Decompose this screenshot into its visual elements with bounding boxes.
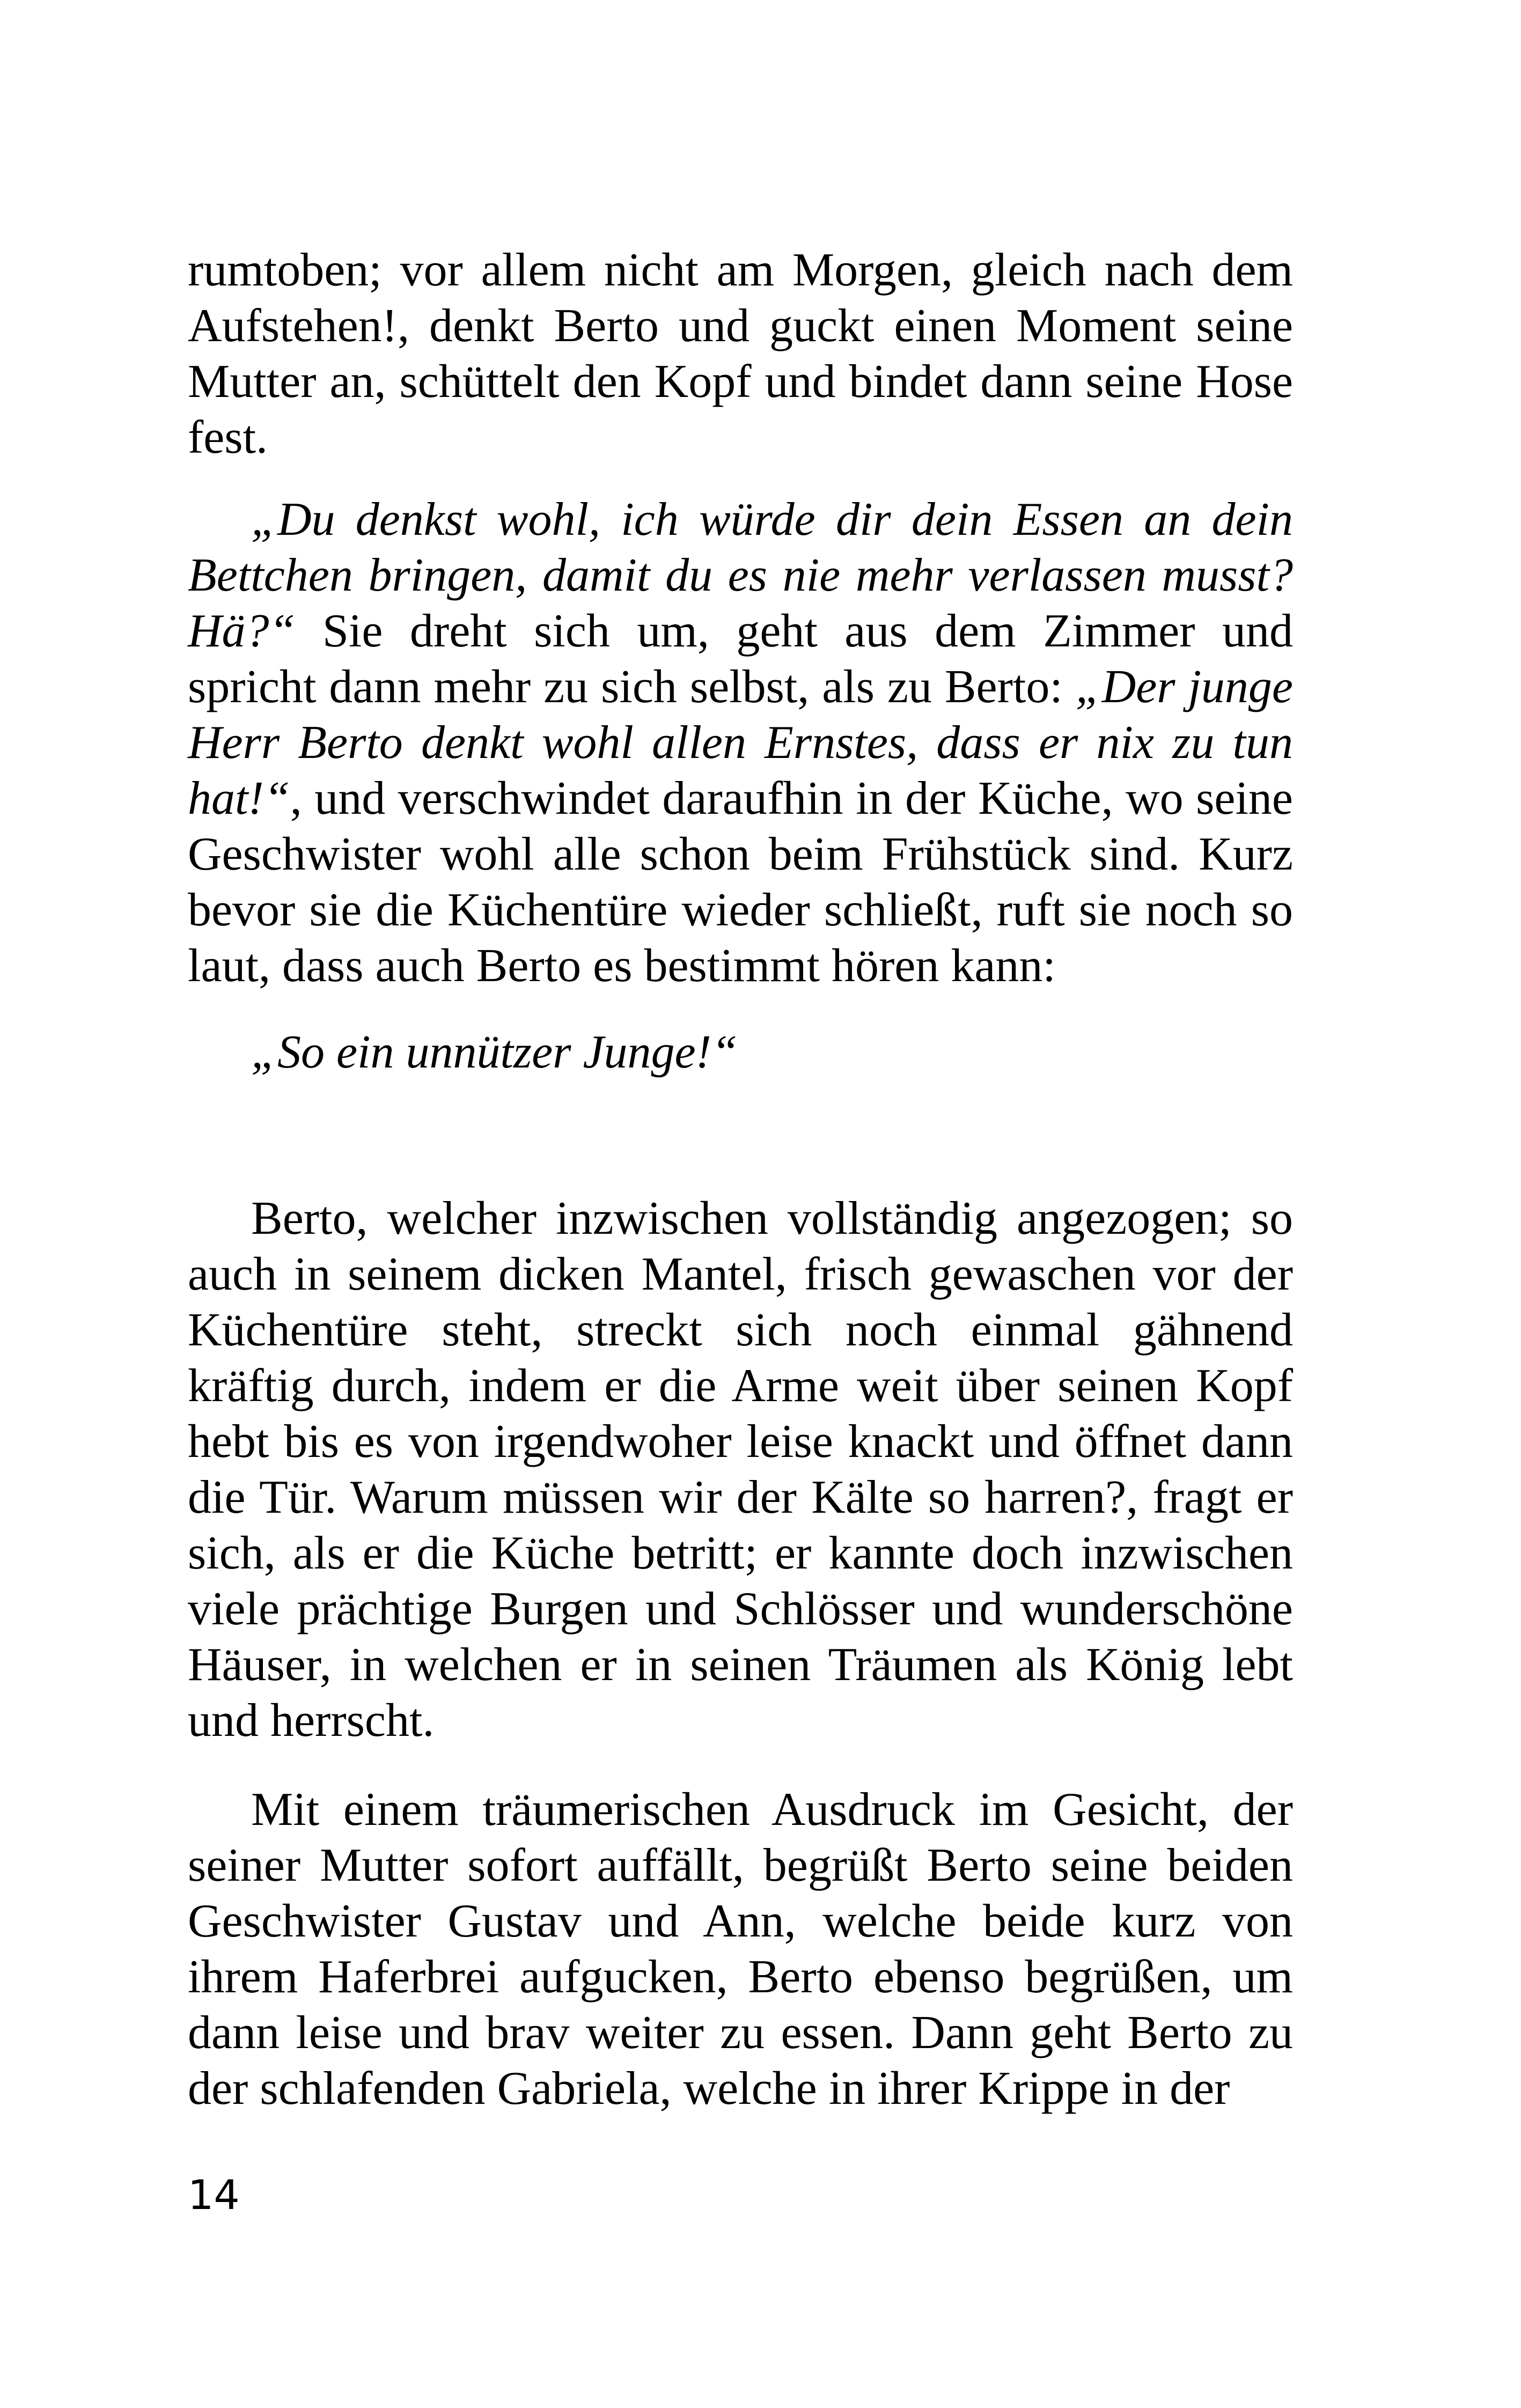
page-number: 14 xyxy=(188,2171,240,2219)
paragraph-2-run-3: „Der junge Herr Berto denkt wohl allen Ernstes, dass er nix zu tun hat!“ xyxy=(188,661,1293,824)
paragraph-5-run-1: Mit einem träumerischen Ausdruck im Gesicht, der seiner Mutter sofort auffällt, begrüßt Berto seine beiden Geschwister Gustav und Ann, welche beide kurz von ihrem Haferbrei aufgucken, Berto ebenso begrüßen, um dann leise und brav weiter zu essen. Dann geht Berto zu der schlafenden Gabriela, welche in ihrer Krippe in der xyxy=(188,1784,1293,2115)
paragraph-1-run-1: rumtoben; vor allem nicht am Morgen, gleich nach dem Aufstehen!, denkt Berto und guckt einen Moment seine Mutter an, schüttelt den Kopf und bindet dann seine Hose fest. xyxy=(188,244,1293,463)
paragraph-2-run-2: Sie dreht sich um, geht aus dem Zimmer und spricht dann mehr zu sich selbst, als zu Berto: xyxy=(188,605,1293,713)
paragraph-3-run-1: „So ein unnützer Junge!“ xyxy=(251,1026,738,1078)
paragraph-2-run-4: , und verschwindet daraufhin in der Küche, wo seine Geschwister wohl alle schon beim Frühstück sind. Kurz bevor sie die Küchentüre wieder schließt, ruft sie noch so laut, dass auch Berto es bestimmt hören kann: xyxy=(188,772,1293,992)
paragraph-4 xyxy=(188,1191,1293,1749)
paragraph-2 xyxy=(188,492,1293,994)
paragraph-1 xyxy=(188,242,1293,466)
paragraph-4-run-1: Berto, welcher inzwischen vollständig angezogen; so auch in seinem dicken Mantel, frisch gewaschen vor der Küchentüre steht, streckt sich noch einmal gähnend kräftig durch, indem er die Arme weit über seinen Kopf hebt bis es von irgendwoher leise knackt und öffnet dann die Tür. Warum müssen wir der Kälte so harren?, fragt er sich, als er die Küche betritt; er kannte doch inzwischen viele prächtige Burgen und Schlösser und wunderschöne Häuser, in welchen er in seinen Träumen als König lebt und herrscht. xyxy=(188,1192,1293,1747)
paragraph-3 xyxy=(188,1025,1293,1080)
paragraph-5 xyxy=(188,1782,1293,2117)
paragraph-2-run-1: „Du denkst wohl, ich würde dir dein Essen an dein Bettchen bringen, damit du es nie mehr verlassen musst? Hä?“ xyxy=(188,494,1293,657)
